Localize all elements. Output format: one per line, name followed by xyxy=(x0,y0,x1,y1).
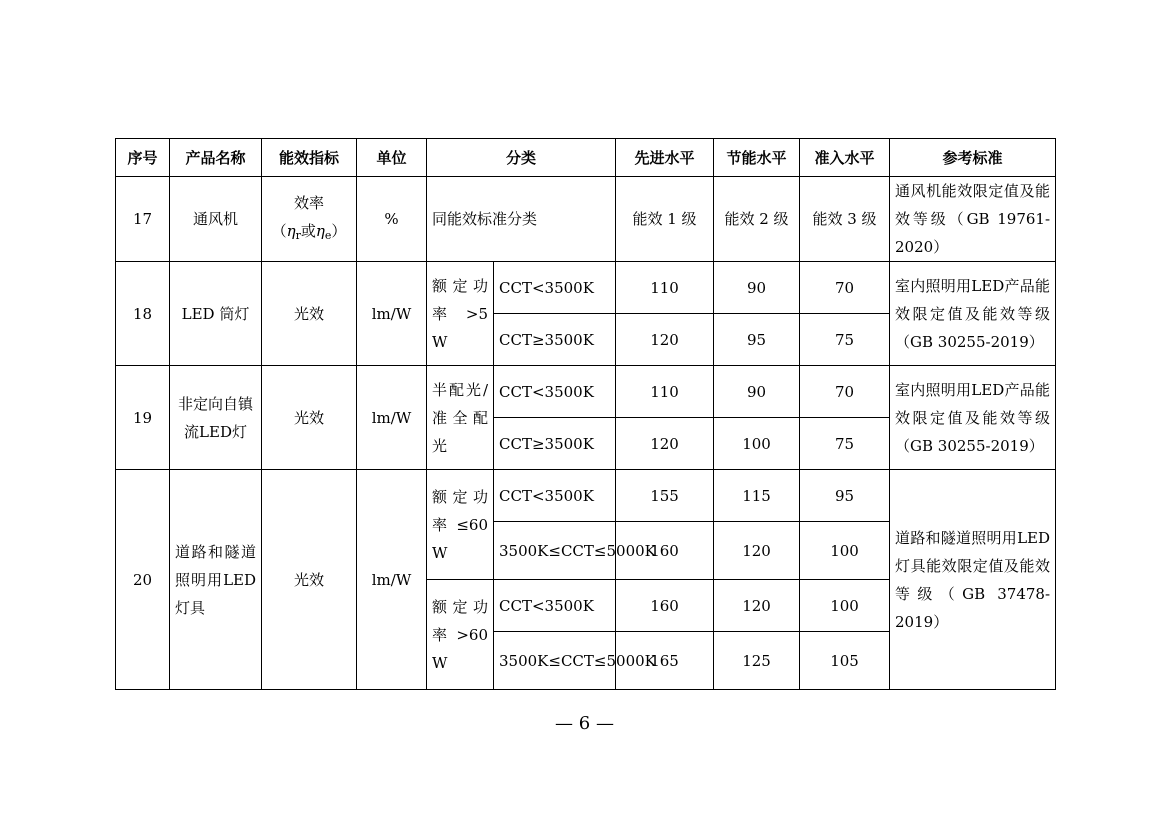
cct-cell: 3500K≤CCT≤5000K xyxy=(494,632,616,690)
unit-cell: lm/W xyxy=(357,366,427,470)
advanced-level: 160 xyxy=(616,522,714,580)
category-cell: 同能效标准分类 xyxy=(427,177,616,262)
saving-level: 120 xyxy=(714,522,800,580)
product-name: 通风机 xyxy=(170,177,262,262)
row-number: 19 xyxy=(116,366,170,470)
product-name: LED 筒灯 xyxy=(170,262,262,366)
table-row xyxy=(116,262,1056,314)
row-number: 18 xyxy=(116,262,170,366)
row-number: 20 xyxy=(116,470,170,690)
unit-cell: % xyxy=(357,177,427,262)
indicator-cell xyxy=(262,177,357,262)
entry-level: 95 xyxy=(800,470,890,522)
entry-level: 70 xyxy=(800,366,890,418)
category-group: 额定功率≤60 W xyxy=(427,470,494,580)
entry-level: 75 xyxy=(800,418,890,470)
saving-level: 120 xyxy=(714,580,800,632)
saving-level: 90 xyxy=(714,262,800,314)
entry-level: 70 xyxy=(800,262,890,314)
row-number: 17 xyxy=(116,177,170,262)
cct-cell: CCT<3500K xyxy=(494,470,616,522)
saving-level: 能效 2 级 xyxy=(714,177,800,262)
header-cell: 准入水平 xyxy=(800,139,890,177)
indicator-cell: 光效 xyxy=(262,262,357,366)
energy-efficiency-table xyxy=(115,138,1056,690)
advanced-level: 120 xyxy=(616,418,714,470)
indicator-label: 效率 xyxy=(293,193,324,212)
indicator-formula: （$\eta_r$或$\eta_e$） xyxy=(271,221,347,242)
advanced-level: 110 xyxy=(616,262,714,314)
cct-cell: CCT≥3500K xyxy=(494,314,616,366)
header-cell: 先进水平 xyxy=(616,139,714,177)
reference-standard: 室内照明用LED产品能效限定值及能效等级（GB 30255-2019） xyxy=(890,366,1056,470)
saving-level: 100 xyxy=(714,418,800,470)
unit-cell: lm/W xyxy=(357,470,427,690)
header-cell: 能效指标 xyxy=(262,139,357,177)
table-row xyxy=(116,470,1056,522)
header-cell: 节能水平 xyxy=(714,139,800,177)
header-cell: 分类 xyxy=(427,139,616,177)
entry-level: 能效 3 级 xyxy=(800,177,890,262)
indicator-cell: 光效 xyxy=(262,366,357,470)
cct-cell: CCT<3500K xyxy=(494,262,616,314)
saving-level: 125 xyxy=(714,632,800,690)
product-name: 非定向自镇流LED灯 xyxy=(170,366,262,470)
category-group: 额定功率>60 W xyxy=(427,580,494,690)
advanced-level: 155 xyxy=(616,470,714,522)
category-group: 额定功率>5 W xyxy=(427,262,494,366)
entry-level: 75 xyxy=(800,314,890,366)
table-row xyxy=(116,177,1056,262)
header-cell: 序号 xyxy=(116,139,170,177)
header-cell: 参考标准 xyxy=(890,139,1056,177)
saving-level: 95 xyxy=(714,314,800,366)
advanced-level: 120 xyxy=(616,314,714,366)
advanced-level: 能效 1 级 xyxy=(616,177,714,262)
reference-standard: 通风机能效限定值及能效等级（GB 19761-2020） xyxy=(890,177,1056,262)
cct-cell: CCT≥3500K xyxy=(494,418,616,470)
advanced-level: 160 xyxy=(616,580,714,632)
indicator-cell: 光效 xyxy=(262,470,357,690)
cct-cell: 3500K≤CCT≤5000K xyxy=(494,522,616,580)
entry-level: 100 xyxy=(800,580,890,632)
table-header-row xyxy=(116,139,1056,177)
unit-cell: lm/W xyxy=(357,262,427,366)
saving-level: 115 xyxy=(714,470,800,522)
product-name: 道路和隧道照明用LED灯具 xyxy=(170,470,262,690)
header-cell: 单位 xyxy=(357,139,427,177)
reference-standard: 道路和隧道照明用LED灯具能效限定值及能效等级（GB 37478-2019） xyxy=(890,470,1056,690)
cct-cell: CCT<3500K xyxy=(494,366,616,418)
entry-level: 100 xyxy=(800,522,890,580)
page-number: — 6 — xyxy=(555,713,614,734)
advanced-level: 165 xyxy=(616,632,714,690)
advanced-level: 110 xyxy=(616,366,714,418)
saving-level: 90 xyxy=(714,366,800,418)
header-cell: 产品名称 xyxy=(170,139,262,177)
category-group: 半配光/准全配光 xyxy=(427,366,494,470)
table-row xyxy=(116,366,1056,418)
entry-level: 105 xyxy=(800,632,890,690)
reference-standard: 室内照明用LED产品能效限定值及能效等级（GB 30255-2019） xyxy=(890,262,1056,366)
cct-cell: CCT<3500K xyxy=(494,580,616,632)
